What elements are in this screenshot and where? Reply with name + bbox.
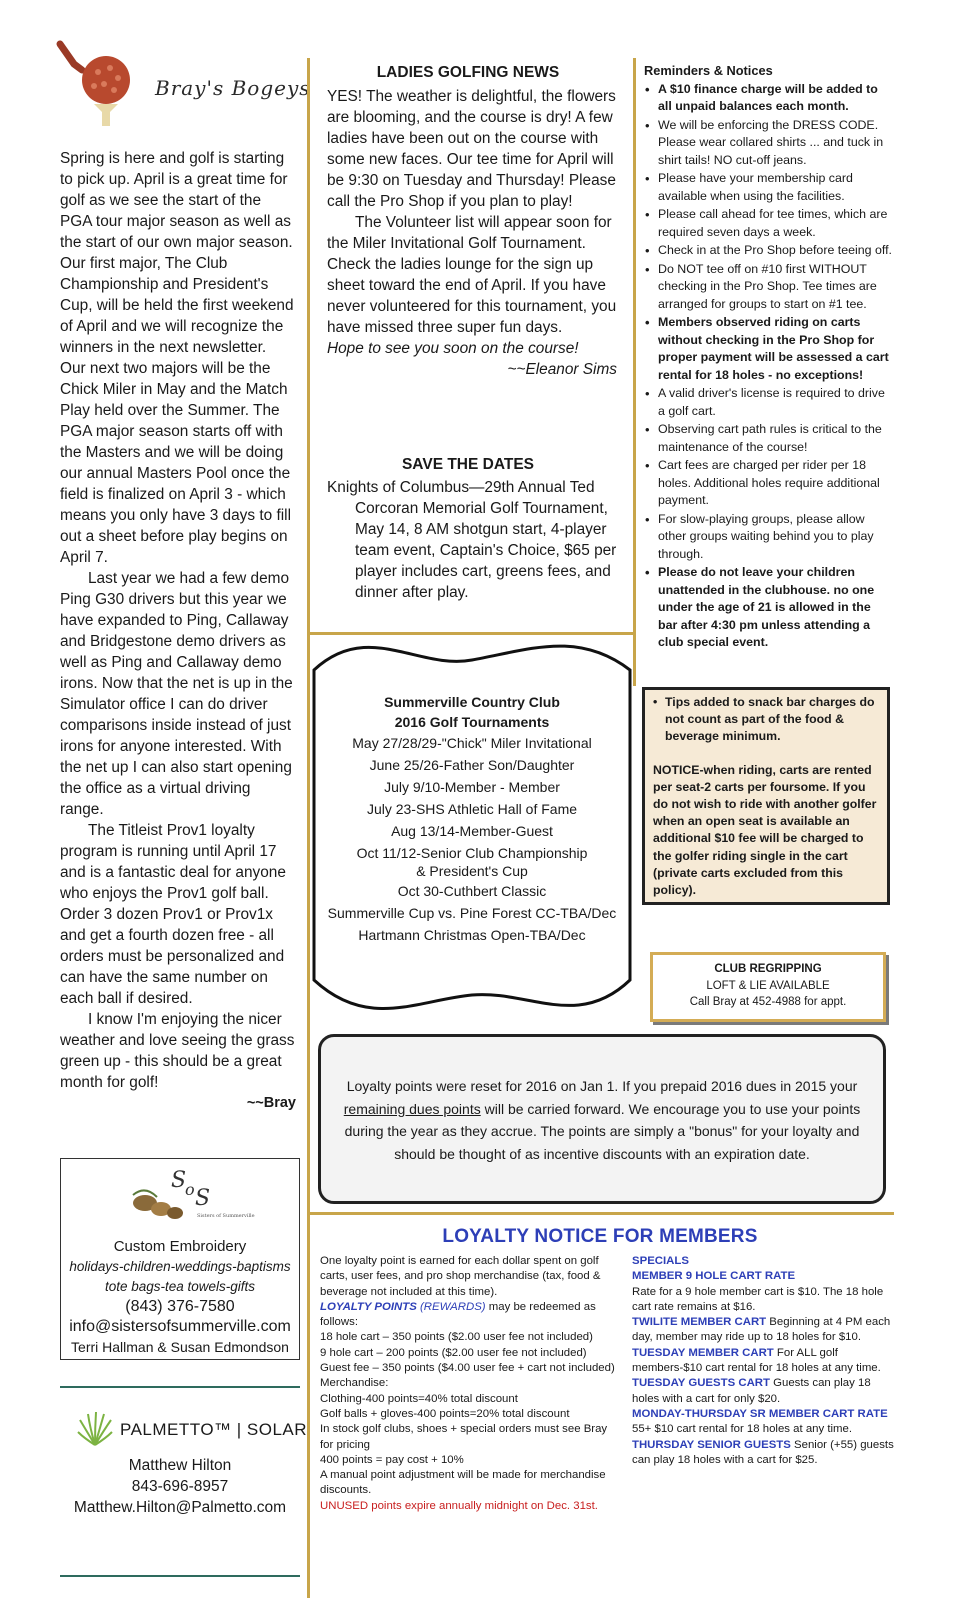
loyalty-reset-box [318, 1034, 886, 1204]
regrip-title: CLUB REGRIPPING [714, 963, 822, 975]
tournament-item: Summerville Cup vs. Pine Forest CC-TBA/Dec [327, 905, 617, 921]
reminder-item: • Check in at the Pro Shop before teeing off. [644, 242, 892, 260]
special-text: 55+ $10 cart rental for 18 holes at any time. [632, 1423, 853, 1436]
brays-bogeys-column [60, 148, 296, 1114]
cart-notice-box [642, 687, 890, 905]
reminder-item: • Please do not leave your children unattended in the clubhouse. no one under the age of 21 is allowed in the bar after 4:30 pm unless attending a club special event. [644, 564, 892, 652]
divider [60, 1575, 300, 1577]
sos-phone: (843) 376-7580 [125, 1298, 235, 1315]
special-item [632, 1407, 894, 1438]
bray-paragraph-1: Spring is here and golf is starting to pick up. April is a great time for golf as we see the start of the PGA tour major season as well as the start of our own major season. Our first major, The Club Championship and President's Cup, will be held the first weekend of April and we will recognize the winners in the next newsletter. Our next two majors will be the Chick Miler in May and the Match Play held over the Summer. The PGA major season starts off with the Masters and we will be doing our annual Masters Pool once the field is finalized on April 3 - which means you only have 3 days to fill out a sheet before play begins on April 7. [60, 150, 294, 566]
special-text: Beginning at 4 PM each day, member may ride up to 18 holes for $10. [632, 1316, 891, 1344]
reminder-item: • A $10 finance charge will be added to all unpaid balances each month. [644, 81, 892, 116]
reminders-and-notices [644, 62, 892, 653]
regrip-loft-lie: LOFT & LIE AVAILABLE [706, 979, 830, 992]
loyalty-points-label: LOYALTY POINTS [320, 1300, 417, 1313]
tournament-item: & President's Cup [416, 863, 528, 879]
sos-email: info@sistersofsummerville.com [69, 1318, 291, 1335]
tournament-item: Oct 30-Cuthbert Classic [397, 883, 547, 899]
tournament-item: Oct 11/12-Senior Club Championship [356, 845, 588, 861]
loyalty-line: In stock golf clubs, shoes + special orders must see Bray for pricing [320, 1423, 608, 1451]
tournament-item: June 25/26-Father Son/Daughter [369, 757, 575, 773]
specials-title: SPECIALS [632, 1255, 689, 1267]
reminder-item: • Do NOT tee off on #10 first WITHOUT checking in the Pro Shop. Tee times are arranged for groups to start on #1 tee. [644, 261, 892, 314]
bray-paragraph-2: Last year we had a few demo Ping G30 drivers but this year we have expanded to Ping, Callaway and Bridgestone demo drivers as well as Ping and Callaway demo irons. Now that the net is up in the Simulator office I can do driver comparisons inside instead of just irons for anyone interested. With the net up I can also start opening the office as a virtual driving range. [60, 570, 293, 818]
special-text: Guests can play 18 holes with a cart for only $20. [632, 1377, 871, 1405]
club-regripping-ad [650, 952, 886, 1022]
reminder-item: • We will be enforcing the DRESS CODE. Please wear collared shirts ... and tuck in shirt tails! NO cut-off jeans. [644, 117, 892, 170]
sos-logo-text: Sisters of Summerville [197, 1213, 255, 1219]
ladies-paragraph-2: The Volunteer list will appear soon for the Miler Invitational Golf Tournament. Check the ladies lounge for the sign up sheet toward the end of April. If you have never volunteered for this tournament, you have missed three super fun days. [327, 214, 617, 336]
special-text: Rate for a 9 hole member cart is $10. The 18 hole cart rate remains at $16. [632, 1285, 884, 1313]
loyalty-notice-title: LOYALTY NOTICE FOR MEMBERS [442, 1226, 758, 1247]
reminder-item: • Members observed riding on carts without checking in the Pro Shop for proper payment will be assessed a cart rental for 18 holes - no exceptions! [644, 314, 892, 384]
svg-text:S: S [171, 1168, 187, 1193]
palmetto-solar-brand: PALMETTO™ | SOLAR [120, 1420, 308, 1439]
regrip-contact: Call Bray at 452-4988 for appt. [689, 996, 847, 1008]
special-label: MEMBER 9 HOLE CART RATE [632, 1270, 796, 1283]
tournament-item: July 23-SHS Athletic Hall of Fame [366, 801, 578, 817]
solar-name: Matthew Hilton [128, 1457, 232, 1474]
special-label: TWILITE MEMBER CART [632, 1316, 767, 1329]
bray-paragraph-4: I know I'm enjoying the nicer weather and love seeing the grass green up - this should be a great month for golf! [60, 1011, 295, 1091]
reminder-item: • A valid driver's license is required to drive a golf cart. [644, 385, 892, 420]
tournament-item: Aug 13/14-Member-Guest [391, 823, 553, 839]
loyalty-line: 18 hole cart – 350 points ($2.00 user fee not included) [320, 1331, 593, 1344]
reminder-item: • Please have your membership card available when using the facilities. [644, 170, 892, 205]
loyalty-line: Clothing-400 points=40% total discount [320, 1392, 518, 1405]
special-item [632, 1269, 894, 1315]
special-label: MONDAY-THURSDAY SR MEMBER CART RATE [632, 1407, 888, 1420]
cart-riding-notice: NOTICE-when riding, carts are rented per seat-2 carts per foursome. If you do not wish to ride with another golfer when an open seat is available an additional $10 fee will be charged to the golfer riding single in the cart (private carts excluded from this policy). [653, 762, 877, 898]
reminder-item: • Please call ahead for tee times, which are required seven days a week. [644, 206, 892, 241]
svg-text:o: o [185, 1180, 195, 1199]
snack-bar-tip-item: • Tips added to snack bar charges do not count as part of the food & beverage minimum. [653, 694, 881, 746]
save-the-dates-text: Knights of Columbus—29th Annual Ted Corcoran Memorial Golf Tournament, May 14, 8 AM shotgun start, 4-player team event, Captain's Choice, $65 per player includes cart, greens fees, and dinner after play. [327, 479, 617, 601]
tournaments-title-year: 2016 Golf Tournaments [394, 714, 550, 730]
sos-line-occasions: holidays-children-weddings-baptisms [69, 1259, 291, 1274]
bray-paragraph-3: The Titleist Prov1 loyalty program is running until April 17 and is a fantastic deal for anyone who enjoys the Prov1 golf ball. Order 3 dozen Prov1 or Prov1x and get a fourth dozen free - all orders must be personalized and can have the same number on each ball if desired. [60, 822, 286, 1007]
loyalty-expire-note: UNUSED points expire annually midnight on Dec. 31st. [320, 1499, 598, 1512]
loyalty-line: Golf balls + gloves-400 points=20% total discount [320, 1407, 570, 1420]
save-the-dates-title: SAVE THE DATES [401, 456, 535, 473]
reminders-title: Reminders & Notices [644, 63, 773, 78]
loyalty-line: A manual point adjustment will be made for merchandise discounts. [320, 1469, 606, 1497]
section-rule [310, 1212, 894, 1215]
tournament-item: July 9/10-Member - Member [384, 779, 560, 795]
special-item [632, 1315, 894, 1346]
remaining-dues-points-link[interactable]: remaining dues points [343, 1100, 481, 1117]
special-text: For ALL golf members-$10 cart rental for 18 holes at any time. [632, 1346, 881, 1375]
reminder-item: • For slow-playing groups, please allow other groups waiting behind you to play through. [644, 511, 892, 564]
section-rule [310, 632, 634, 635]
special-text: Senior (+55) guests can play 18 holes with a cart for $25. [632, 1438, 894, 1466]
column-rule [633, 58, 636, 686]
loyalty-line: 9 hole cart – 200 points ($2.00 user fee not included) [320, 1346, 587, 1359]
loyalty-redeem-line [320, 1300, 620, 1331]
loyalty-rewards-label: (REWARDS) [416, 1300, 486, 1313]
palmetto-solar-logo-icon [76, 1410, 114, 1448]
logo-title: Bray's Bogeys [155, 76, 311, 100]
ladies-paragraph-1: YES! The weather is delightful, the flowers are blooming, and the course is dry! A few ladies have been out on the course with some new faces. Our tee time for April will be 9:30 on Tuesday and Thursday! Please call the Pro Shop if you plan to play! [327, 88, 616, 210]
special-item [632, 1376, 894, 1407]
divider [60, 1386, 300, 1388]
ladies-closing: Hope to see you soon on the course! [327, 340, 579, 357]
solar-phone: 843-696-8957 [131, 1478, 229, 1495]
loyalty-line: Guest fee – 350 points ($4.00 user fee + cart not included) [320, 1362, 615, 1375]
special-item [632, 1438, 894, 1469]
tournaments-list [316, 692, 628, 946]
reminder-item: • Cart fees are charged per rider per 18 holes. Additional holes require additional payment. [644, 457, 892, 510]
sos-line-embroidery: Custom Embroidery [113, 1238, 247, 1255]
tournament-item: May 27/28/29-"Chick" Miler Invitational [352, 735, 592, 751]
sos-line-products: tote bags-tea towels-gifts [104, 1279, 256, 1294]
ladies-golfing-news-body [327, 86, 617, 380]
loyalty-reset-text-1: Loyalty points were reset for 2016 on Jan 1. If you prepaid 2016 dues in 2015 your [346, 1078, 858, 1094]
sisters-of-summerville-ad [60, 1158, 300, 1360]
reminder-item: • Observing cart path rules is critical to the maintenance of the course! [644, 421, 892, 456]
sos-names: Terri Hallman & Susan Edmondson [71, 1339, 289, 1355]
specials-list [632, 1254, 894, 1468]
special-label: TUESDAY GUESTS CART [632, 1377, 770, 1390]
palmetto-solar-ad [60, 1455, 300, 1518]
ladies-golfing-news-title: LADIES GOLFING NEWS [376, 64, 560, 81]
svg-text:S: S [195, 1186, 211, 1211]
loyalty-intro: One loyalty point is earned for each dollar spent on golf carts, user fees, and pro shop merchandise (tax, food & beverage not included at this time). [320, 1255, 601, 1298]
tournament-item: Hartmann Christmas Open-TBA/Dec [358, 927, 586, 943]
loyalty-line: 400 points = pay cost + 10% [320, 1453, 464, 1466]
loyalty-redeem-text: may be redeemed as follows: [320, 1300, 596, 1329]
save-the-dates-body [327, 477, 617, 603]
solar-email: Matthew.Hilton@Palmetto.com [73, 1499, 287, 1516]
special-label: THURSDAY SENIOR GUESTS [632, 1438, 791, 1451]
loyalty-points-info [320, 1254, 620, 1514]
bray-signature: ~~Bray [246, 1095, 296, 1111]
loyalty-reset-text-2: will be carried forward. We encourage you to use your points during the year as they accrue. The points are simply a "bonus" for your loyalty and should be thought of as incentive discounts with an expiration date. [344, 1100, 861, 1162]
tournaments-title-club: Summerville Country Club [384, 694, 560, 710]
ladies-signature: ~~Eleanor Sims [507, 361, 617, 378]
sos-logo [125, 1165, 255, 1223]
loyalty-line: Merchandise: [320, 1377, 389, 1390]
special-label: TUESDAY MEMBER CART [632, 1346, 774, 1359]
special-item [632, 1346, 894, 1377]
